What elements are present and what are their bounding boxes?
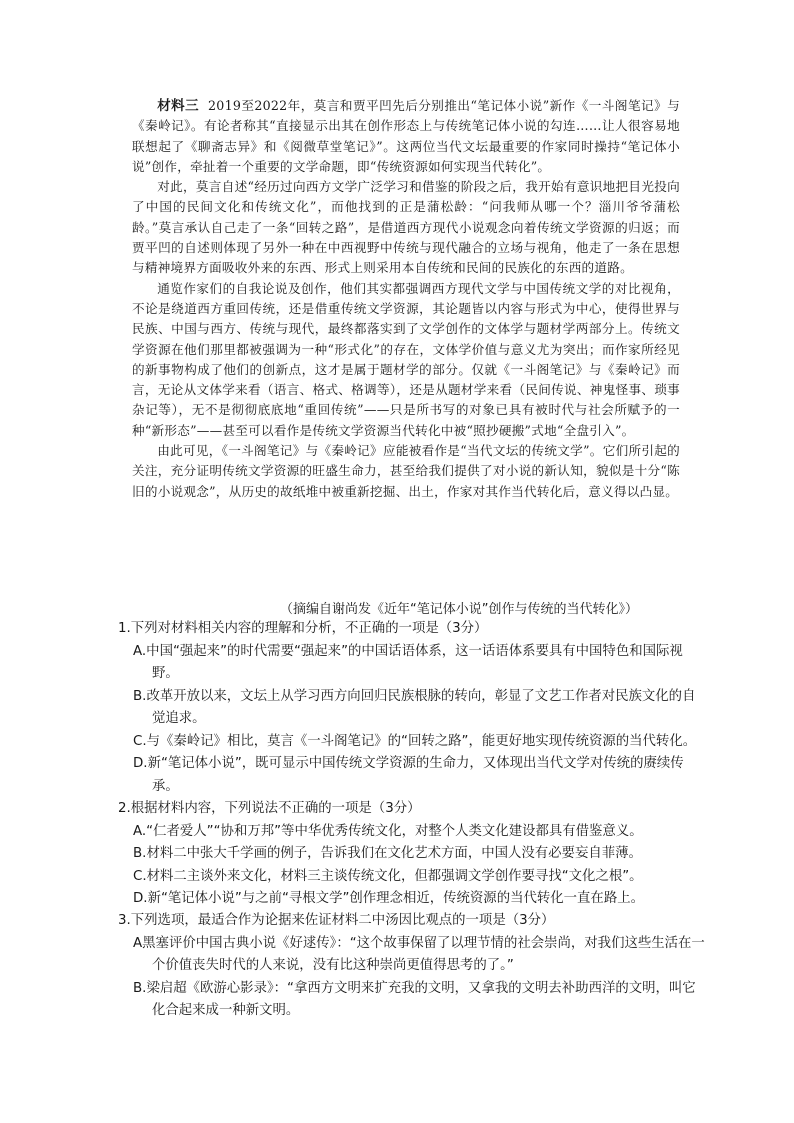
paragraph-text: 2019至2022年，莫言和贾平凹先后分别推出“笔记体小说”新作《一斗阁笔记》与《秦岭记》。有论者称其“直接显示出其在创作形态上与传统笔记体小说的勾连……让人很容易地联想起了《聊斋志异》和《阅微草堂笔记》”。这两位当代文坛最重要的作家同时操持“笔记体小说”创作，牵扯着一个重要的文学命题，即“传统资源如何实现当代转化”。 (132, 98, 681, 174)
option-b: B.材料二中张大千学画的例子，告诉我们在文化艺术方面，中国人没有必要妄自菲薄。 (133, 846, 642, 861)
option-b: B.改革开放以来，文坛上从学习西方向回归民族根脉的转向，彰显了文艺工作者对民族文化的自觉追求。 (133, 688, 696, 726)
option-d: D.新“笔记体小说”，既可显示中国传统文学资源的生命力，又体现出当代文学对传统的赓续传承。 (133, 756, 684, 794)
option-a: A.“仁者爱人”“协和万邦”等中华优秀传统文化，对整个人类文化建设都具有借鉴意义。 (133, 823, 643, 839)
question-1 (118, 618, 708, 798)
option-a: A黑塞评价中国古典小说《好逑传》：“这个故事保留了以理节情的社会崇尚，对我们这些生活在一个价值丧失时代的人来说，没有比这种崇尚更值得思考的了。” (133, 935, 705, 973)
question-stem: 3.下列选项，最适合作为论据来佐证材料二中汤因比观点的一项是（3分） (118, 913, 555, 928)
material-label: 材料三 (157, 98, 200, 114)
material-three-section (132, 96, 680, 502)
option-a: A.中国“强起来”的时代需要“强起来”的中国话语体系，这一话语体系要具有中国特色和国际视野。 (133, 643, 683, 681)
question-stem: 2.根据材料内容，下列说法不正确的一项是（3分） (118, 801, 421, 816)
question-stem: 1.下列对材料相关内容的理解和分析，不正确的一项是（3分） (118, 621, 488, 636)
material-three-paragraph-4: 由此可见，《一斗阁笔记》与《秦岭记》应能被看作是“当代文坛的传统文学”。它们所引起的关注，充分证明传统文学资源的旺盛生命力，甚至给我们提供了对小说的新认知，貌似是十分“陈旧的小说观念”，从历史的故纸堆中被重新挖掘、出土，作家对其作当代转化后，意义得以凸显。 (132, 443, 680, 499)
material-three-paragraph-1 (132, 96, 680, 177)
option-c: C.与《秦岭记》相比，莫言《一斗阁笔记》的“回转之路”，能更好地实现传统资源的当代转化。 (133, 733, 697, 749)
option-d: D.新“笔记体小说”与之前“寻根文学”创作理念相近，传统资源的当代转化一直在路上。 (133, 891, 644, 906)
material-three-paragraph-3: 通览作家们的自我论说及创作，他们其实都强调西方现代文学与中国传统文学的对比视角，不论是绕道西方重回传统，还是借重传统文学资源，其论题皆以内容与形式为中心，使得世界与民族、中国与西方、传统与现代，最终都落实到了文学创作的文体学与题材学两部分上。传统文学资源在他们那里都被强调为一种“形式化”的存在，文体学价值与意义尤为突出；而作家所经见的新事物构成了他们的创新点，这才是属于题材学的部分。仅就《一斗阁笔记》与《秦岭记》而言，无论从文体学来看（语言、格式、格调等），还是从题材学来看（民间传说、神鬼怪事、琐事杂记等），无不是彻彻底底地“重回传统”——只是所书写的对象已具有被时代与社会所赋予的一种“新形态”——甚至可以看作是传统文学资源当代转化中被“照抄硬搬”式地“全盘引入”。 (132, 280, 680, 438)
question-2 (118, 798, 708, 911)
option-c: C.材料二主谈外来文化，材料三主谈传统文化，但都强调文学创作要寻找“文化之根”。 (133, 868, 643, 884)
option-b: B.梁启超《欧游心影录》：“拿西方文明来扩充我的文明，又拿我的文明去补助西洋的文明，叫它化合起来成一种新文明。 (133, 980, 696, 1018)
question-3 (118, 910, 708, 1023)
material-three-paragraph-2: 对此，莫言自述“经历过向西方文学广泛学习和借鉴的阶段之后，我开始有意识地把目光投向了中国的民间文化和传统文化”，而他找到的正是蒲松龄：“问我师从哪一个？淄川爷爷蒲松龄。”莫言承认自己走了一条“回转之路”，是借道西方现代小说观念向着传统文学资源的归返；而贾平凹的自述则体现了另外一种在中西视野中传统与现代融合的立场与视角，他走了一条在思想与精神境界方面吸收外来的东西、形式上则采用本自传统和民间的民族化的东西的道路。 (132, 179, 680, 276)
source-citation: （摘编自谢尚发《近年“笔记体小说”创作与传统的当代转化》） (280, 602, 638, 617)
